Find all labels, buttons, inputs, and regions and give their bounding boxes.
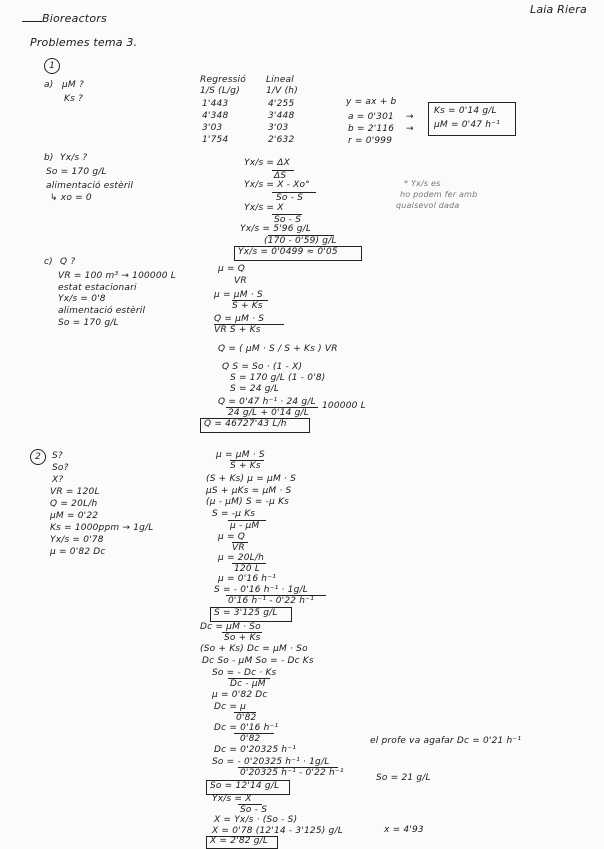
eq-p2b: So + Ks	[224, 633, 261, 643]
subtitle: Problemes tema 3.	[30, 36, 138, 49]
part-c-label: c)	[44, 257, 53, 267]
eq-c: VR S + Ks	[214, 325, 261, 335]
note-prof: el profe va agafar Dc = 0'21 h⁻¹	[370, 736, 522, 746]
arrow: →	[406, 124, 414, 134]
note-x: x = 4'93	[384, 825, 424, 835]
page-title: Bioreactors	[42, 12, 107, 25]
table-cell: 1'754	[202, 135, 229, 145]
eq-p2c: Yx/s = X	[212, 794, 252, 804]
table-subheader-1: 1/S (L/g)	[200, 86, 240, 96]
note-b: * Yx/s es	[404, 179, 441, 188]
part-c-line: So = 170 g/L	[58, 318, 119, 328]
author-name: Laia Riera	[530, 3, 587, 16]
eq-c: S = 24 g/L	[230, 384, 280, 394]
regression-b: b = 2'116	[348, 124, 395, 134]
arrow: →	[406, 112, 414, 122]
eq-b: ΔS	[274, 171, 287, 181]
title-underline	[22, 21, 42, 22]
eq-c: μ = Q	[218, 264, 246, 274]
result-q: Q = 46727'43 L/h	[204, 419, 287, 429]
p2-given: VR = 120L	[50, 487, 100, 497]
part-b-line: So = 170 g/L	[46, 167, 107, 177]
eq-p2: μS + μKs = μM · S	[206, 486, 292, 496]
eq-p2b: So = - 0'20325 h⁻¹ · 1g/L	[212, 757, 330, 767]
eq-p2: μ = Q	[218, 532, 246, 542]
result-s: S = 3'125 g/L	[214, 608, 278, 618]
part-a-q2: Ks ?	[64, 94, 84, 104]
table-cell: 3'03	[202, 123, 223, 133]
p2-given: μ = 0'82 Dc	[50, 547, 106, 557]
part-b-line: Yx/s ?	[60, 153, 88, 163]
result-x: X = 2'82 g/L	[210, 836, 269, 846]
eq-p2: VR	[232, 543, 245, 553]
eq-p2: μ = 20L/h	[218, 553, 264, 563]
eq-p2: 120 L	[234, 564, 261, 574]
p2-given: μM = 0'22	[50, 511, 99, 521]
part-a-label: a)	[44, 80, 54, 90]
table-cell: 3'448	[268, 111, 295, 121]
p2-given: So?	[52, 463, 69, 473]
eq-c: 100000 L	[322, 401, 366, 411]
eq-b: (170 - 0'59) g/L	[264, 236, 337, 246]
eq-p2b: Dc = 0'20325 h⁻¹	[214, 745, 297, 755]
part-a-q1: μM ?	[62, 80, 84, 90]
eq-c: Q = 0'47 h⁻¹ · 24 g/L	[218, 397, 316, 407]
eq-c: 24 g/L + 0'14 g/L	[228, 408, 310, 418]
result-mum: μM = 0'47 h⁻¹	[434, 120, 500, 130]
part-c-line: Q ?	[60, 257, 76, 267]
p2-given: Q = 20L/h	[50, 499, 98, 509]
p2-given: Ks = 1000ppm → 1g/L	[50, 523, 154, 533]
eq-p2: μ = μM · S	[216, 450, 265, 460]
note-b: qualsevol dada	[396, 201, 460, 210]
eq-p2b: Dc So - μM So = - Dc Ks	[202, 656, 314, 666]
eq-b: Yx/s = X - Xo°	[244, 180, 310, 190]
eq-c: S + Ks	[232, 301, 263, 311]
eq-p2: μ - μM	[230, 521, 260, 531]
eq-b: So - S	[276, 193, 304, 203]
eq-p2: S + Ks	[230, 461, 261, 471]
eq-p2b: Dc = μ	[214, 702, 247, 712]
regression-a: a = 0'301	[348, 112, 394, 122]
eq-b: Yx/s = X	[244, 203, 284, 213]
eq-p2b: (So + Ks) Dc = μM · So	[200, 644, 308, 654]
result-yxs: Yx/s = 0'0499 ≈ 0'05	[238, 247, 338, 257]
regression-eq: y = ax + b	[346, 97, 397, 107]
eq-p2c: X = 0'78 (12'14 - 3'125) g/L	[212, 826, 343, 836]
eq-c: VR	[234, 276, 247, 286]
part-b-label: b)	[44, 153, 54, 163]
eq-p2b: 0'82	[236, 713, 257, 723]
p2-given: S?	[52, 451, 63, 461]
part-c-line: alimentació estèril	[58, 306, 146, 316]
p2-given: Yx/s = 0'78	[50, 535, 104, 545]
eq-p2: (S + Ks) μ = μM · S	[206, 474, 297, 484]
eq-p2: 0'16 h⁻¹ - 0'22 h⁻¹	[228, 596, 314, 606]
regression-r: r = 0'999	[348, 136, 393, 146]
eq-p2: S = -μ Ks	[212, 509, 256, 519]
table-header-2: Lineal	[266, 75, 294, 85]
table-cell: 4'348	[202, 111, 229, 121]
note-so: So = 21 g/L	[376, 773, 431, 783]
problem-1-number: 1	[44, 58, 60, 74]
table-cell: 1'443	[202, 99, 229, 109]
part-b-line: ↳ xo = 0	[50, 193, 92, 203]
eq-p2b: Dc = μM · So	[200, 622, 261, 632]
table-cell: 2'632	[268, 135, 295, 145]
table-subheader-2: 1/V (h)	[266, 86, 298, 96]
note-b: ho podem fer amb	[400, 190, 478, 199]
eq-p2: μ = 0'16 h⁻¹	[218, 574, 276, 584]
eq-p2c: X = Yx/s · (So - S)	[214, 815, 298, 825]
part-c-line: Yx/s = 0'8	[58, 294, 106, 304]
table-cell: 3'03	[268, 123, 289, 133]
eq-p2b: 0'20325 h⁻¹ - 0'22 h⁻¹	[240, 768, 344, 778]
problem-2-number: 2	[30, 449, 46, 465]
result-ks: Ks = 0'14 g/L	[434, 106, 497, 116]
eq-b: Yx/s = 5'96 g/L	[240, 224, 312, 234]
eq-c: μ = μM · S	[214, 290, 263, 300]
table-header-1: Regressió	[200, 75, 246, 85]
eq-p2c: So - S	[240, 805, 268, 815]
eq-c: S = 170 g/L (1 - 0'8)	[230, 373, 326, 383]
eq-p2b: 0'82	[240, 734, 261, 744]
part-c-line: estat estacionari	[58, 283, 137, 293]
eq-c: Q S = So · (1 - X)	[222, 362, 303, 372]
p2-given: X?	[52, 475, 64, 485]
eq-p2b: Dc = 0'16 h⁻¹	[214, 723, 279, 733]
result-so: So = 12'14 g/L	[210, 781, 280, 791]
eq-b: Yx/s = ΔX	[244, 158, 290, 168]
eq-b: So - S	[274, 215, 302, 225]
eq-p2b: So = - Dc · Ks	[212, 668, 277, 678]
eq-p2: S = - 0'16 h⁻¹ · 1g/L	[214, 585, 308, 595]
eq-p2b: μ = 0'82 Dc	[212, 690, 268, 700]
eq-p2b: Dc - μM	[230, 679, 266, 689]
eq-p2: (μ - μM) S = -μ Ks	[206, 497, 290, 507]
eq-c: Q = μM · S	[214, 314, 265, 324]
part-b-line: alimentació estèril	[46, 181, 134, 191]
table-cell: 4'255	[268, 99, 295, 109]
eq-c: Q = ( μM · S / S + Ks ) VR	[218, 344, 338, 354]
part-c-line: VR = 100 m³ → 100000 L	[58, 271, 176, 281]
